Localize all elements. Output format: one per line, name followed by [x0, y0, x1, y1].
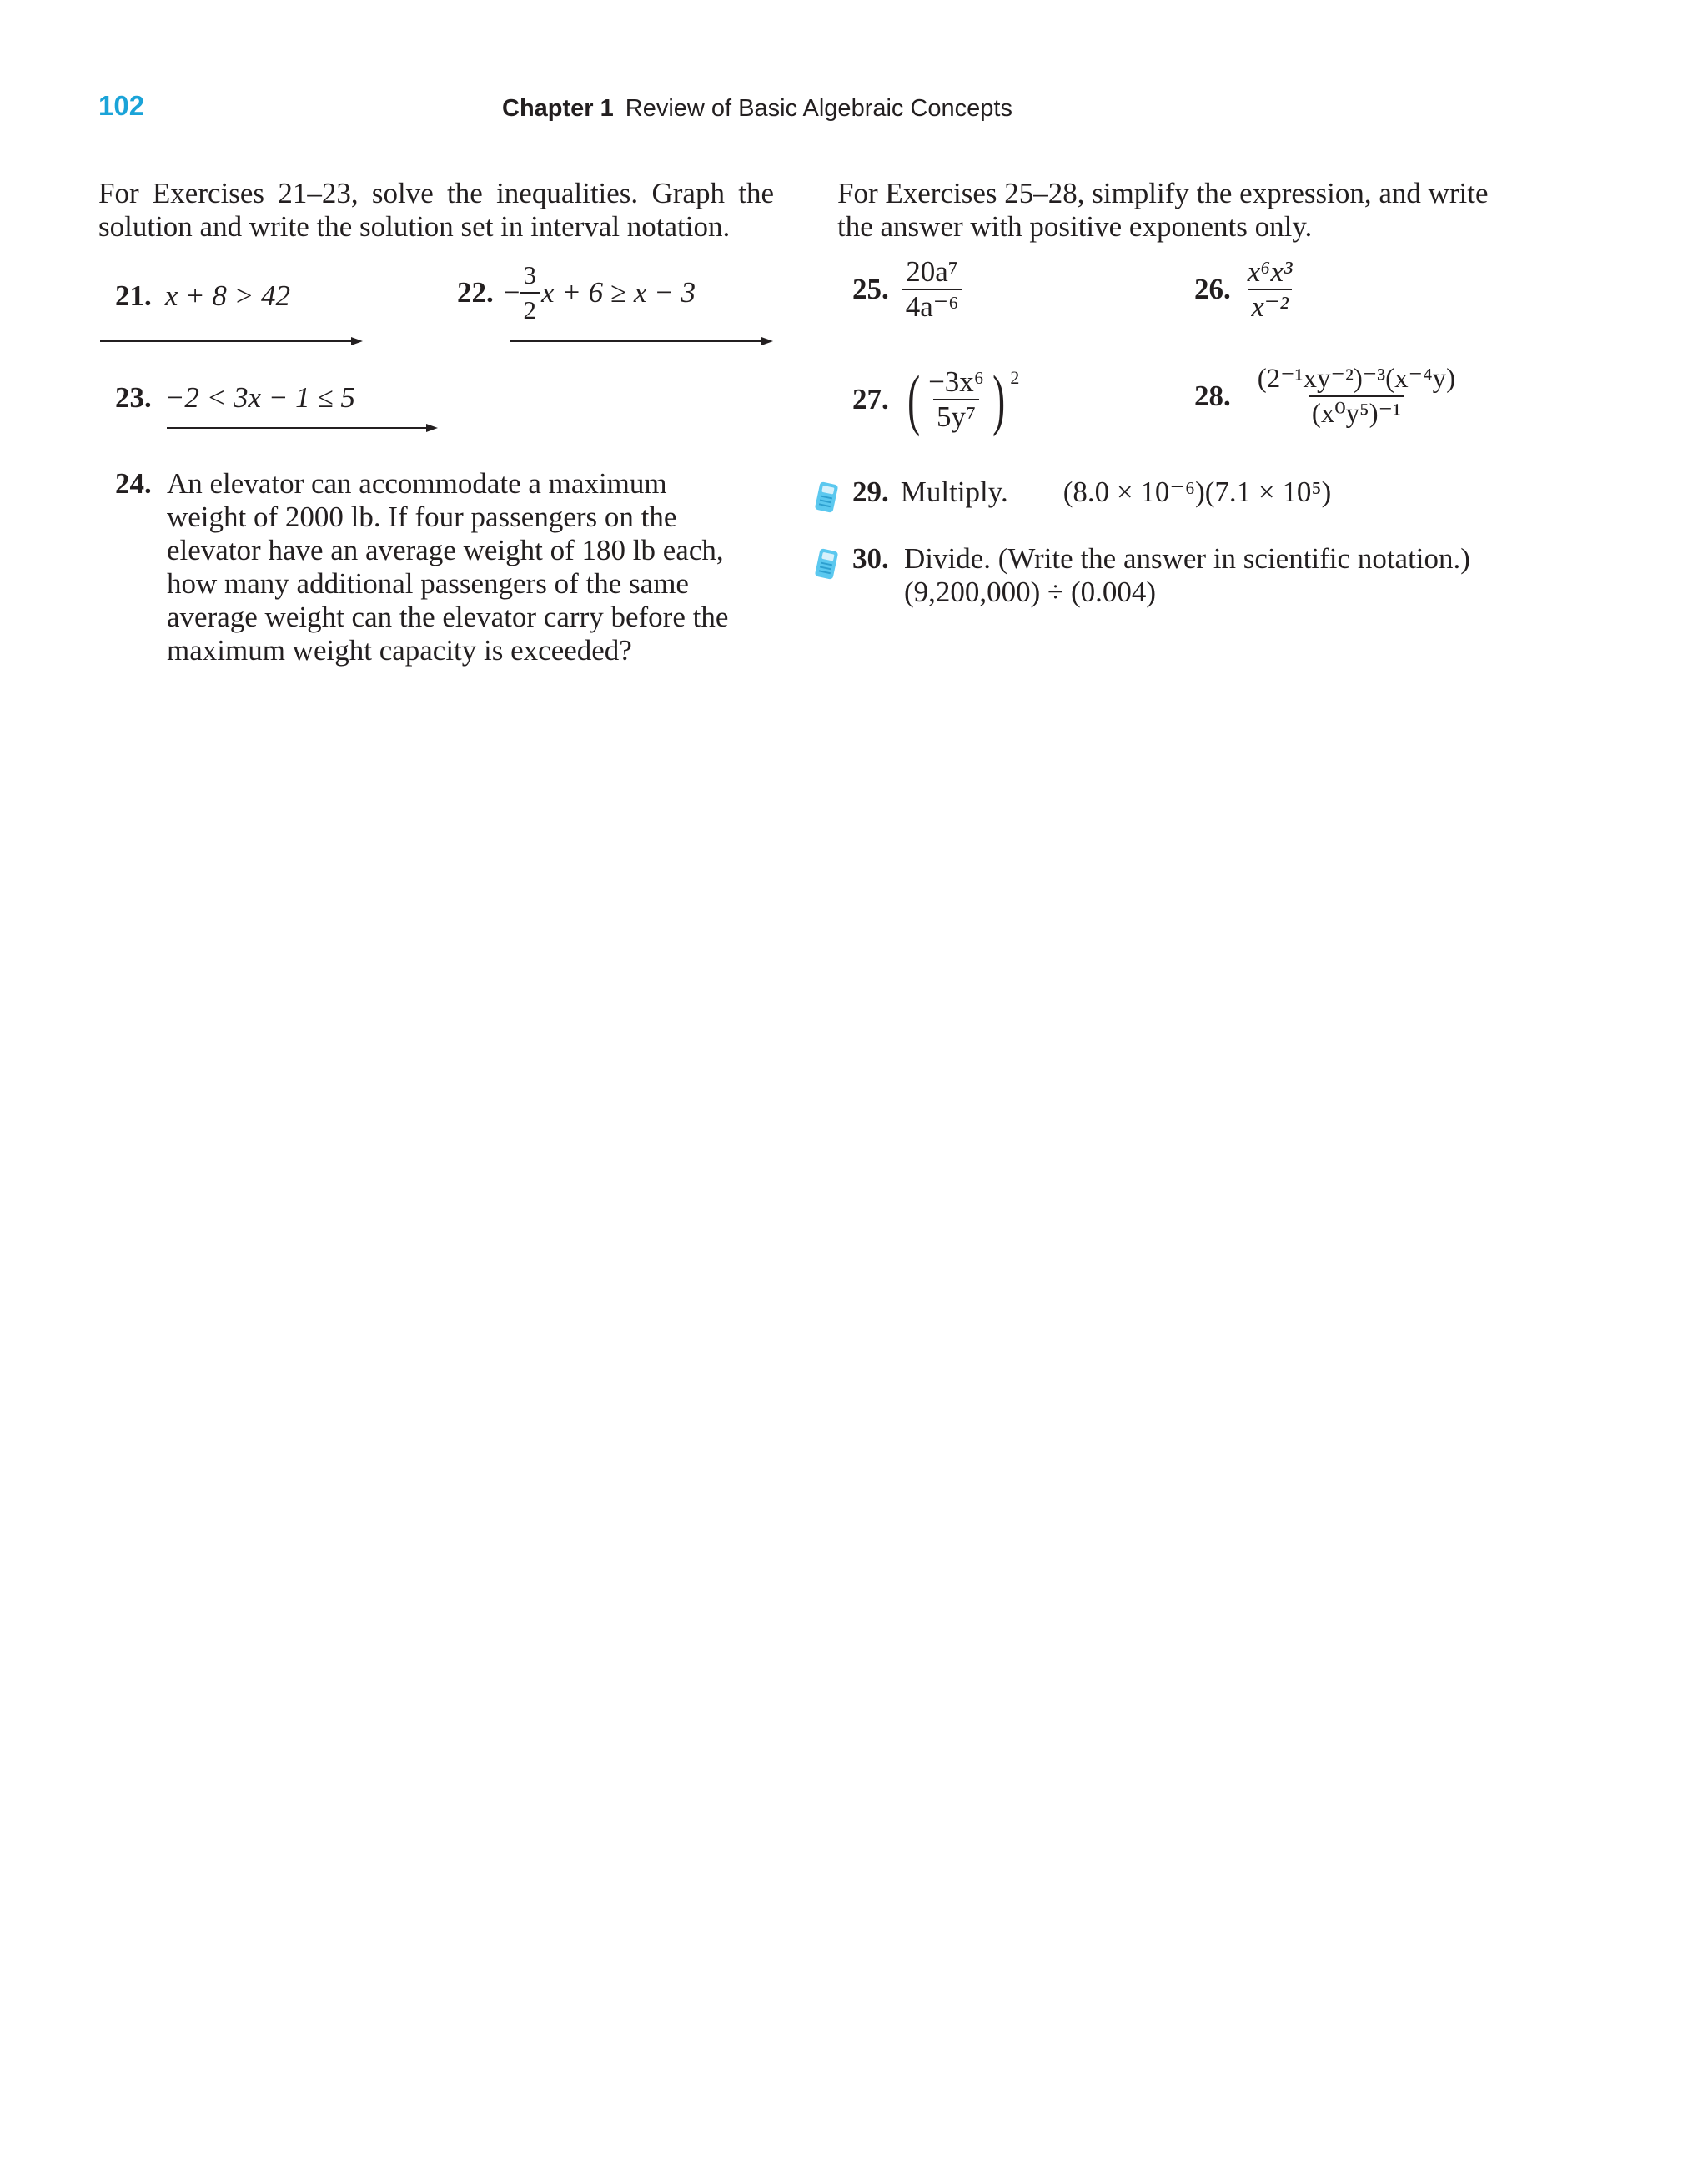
right-instructions-line1: For Exercises 25–28, simplify the expression, and write [837, 177, 1489, 209]
arrow-right-icon [351, 337, 363, 345]
minus-sign: − [503, 276, 520, 309]
page-number: 102 [98, 90, 145, 121]
fraction-denominator: 5y⁷ [933, 399, 979, 432]
exercise-28 [1194, 364, 1459, 429]
fraction [520, 260, 540, 325]
right-instructions [837, 177, 1521, 244]
exercise-30 [852, 542, 1470, 609]
exercise-number: 25. [852, 273, 889, 305]
exercise-expression [504, 260, 696, 325]
exercise-25 [852, 257, 962, 322]
left-instructions-line1: For Exercises 21–23, solve the inequalities. Graph the [98, 177, 774, 209]
exercise-24 [115, 467, 767, 667]
exercise-expression: (8.0 × 10⁻⁶)(7.1 × 10⁵) [1062, 476, 1332, 508]
exercise-expression [165, 279, 290, 312]
exercise-expression [902, 361, 1020, 437]
chapter-title: Review of Basic Algebraic Concepts [625, 95, 1012, 122]
fraction [902, 257, 962, 322]
word-problem-line: maximum weight capacity is exceeded? [167, 634, 632, 667]
fraction [925, 367, 987, 432]
fraction-numerator: (2⁻¹xy⁻²)⁻³(x⁻⁴y) [1257, 364, 1456, 394]
exercise-number: 29. [852, 476, 889, 508]
exercise-number: 22. [457, 276, 494, 309]
left-instructions-line2: solution and write the solution set in interval notation. [98, 210, 731, 243]
exercise-instruction: Multiply. [900, 476, 1008, 508]
inequality-text: −2 < 3x − 1 ≤ 5 [164, 381, 355, 414]
exercise-number: 27. [852, 383, 889, 415]
exercise-23 [115, 381, 355, 415]
arrow-right-icon [761, 337, 773, 345]
exercise-number: 21. [115, 279, 152, 312]
fraction-numerator: 3 [523, 260, 536, 289]
inequality-text: x + 6 ≥ x − 3 [541, 276, 696, 309]
exercise-number: 30. [852, 542, 889, 575]
exercise-instruction: Divide. (Write the answer in scientific notation.) [904, 542, 1470, 575]
left-instructions [98, 177, 774, 244]
word-problem-line: how many additional passengers of the same [167, 567, 689, 600]
exercise-26 [1194, 257, 1295, 322]
exercise-number: 26. [1194, 273, 1231, 305]
fraction-denominator: 2 [520, 292, 540, 325]
exercise-29 [852, 476, 1331, 509]
arrow-right-icon [426, 424, 438, 432]
fraction-numerator: −3x⁶ [928, 365, 985, 398]
number-line-axis [167, 427, 426, 429]
calculator-icon [814, 481, 839, 514]
right-instructions-line2: the answer with positive exponents only. [837, 210, 1313, 243]
word-problem-line: average weight can the elevator carry before the [167, 601, 729, 633]
right-parenthesis: ) [992, 361, 1006, 437]
exercise-text [904, 542, 1470, 609]
word-problem-line: weight of 2000 lb. If four passengers on the [167, 501, 677, 533]
number-line-axis [510, 340, 761, 342]
fraction-numerator: x⁶x³ [1247, 255, 1293, 288]
exercise-number: 23. [115, 381, 152, 414]
fraction-denominator: x⁻² [1248, 289, 1292, 322]
fraction-denominator: 4a⁻⁶ [902, 289, 962, 322]
fraction-denominator: (x⁰y⁵)⁻¹ [1309, 395, 1404, 429]
number-line-22[interactable] [510, 337, 773, 345]
exercise-number: 24. [115, 467, 152, 500]
exponent: 2 [1010, 367, 1020, 388]
fraction [1254, 364, 1459, 429]
chapter-header [502, 95, 1012, 123]
left-parenthesis: ( [907, 361, 920, 437]
number-line-axis [100, 340, 351, 342]
exercise-number: 28. [1194, 380, 1231, 412]
number-line-21[interactable] [100, 337, 363, 345]
exercise-27 [852, 361, 1020, 437]
exercise-expression [165, 381, 355, 414]
exercise-22 [457, 260, 696, 325]
fraction [1244, 257, 1296, 322]
word-problem-line: An elevator can accommodate a maximum [167, 467, 667, 500]
chapter-label: Chapter 1 [502, 95, 614, 122]
word-problem-line: elevator have an average weight of 180 lb each, [167, 534, 724, 566]
exercise-expression: (9,200,000) ÷ (0.004) [904, 576, 1157, 608]
exercise-21 [115, 279, 290, 313]
word-problem [167, 467, 767, 667]
calculator-icon [814, 547, 839, 581]
number-line-23[interactable] [167, 424, 438, 432]
inequality-text: x + 8 > 42 [164, 279, 291, 312]
fraction-numerator: 20a⁷ [906, 255, 958, 288]
